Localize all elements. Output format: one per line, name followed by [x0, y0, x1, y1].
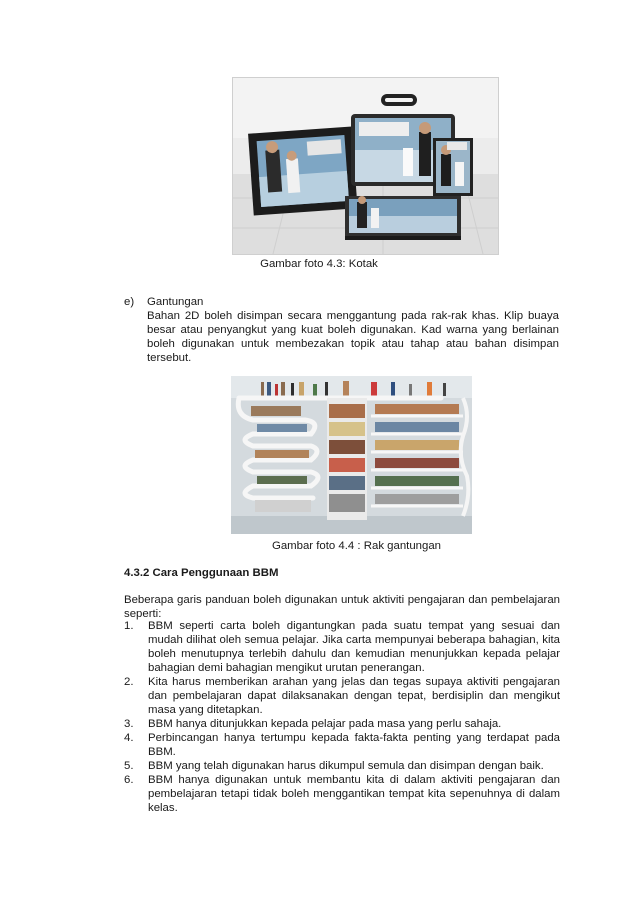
figure-caption-boxes: Gambar foto 4.3: Kotak	[260, 258, 378, 270]
list-item-text: Kita harus memberikan arahan yang jelas dan tegas supaya aktiviti pengajaran dan pembelajaran dapat dilaksanakan dengan tepat, berdisiplin dan mengikut masa yang ditetapkan.	[148, 676, 560, 716]
list-item-text: BBM hanya ditunjukkan kepada pelajar pada masa yang perlu sahaja.	[148, 718, 502, 730]
list-item-number: 3.	[124, 718, 134, 730]
intro-paragraph: Beberapa garis panduan boleh digunakan untuk aktiviti pengajaran dan pembelajaran seperti:	[124, 594, 560, 620]
section-heading: 4.3.2 Cara Penggunaan BBM	[124, 567, 279, 579]
photo-shelf-illustration	[231, 376, 472, 534]
guideline-list	[124, 619, 560, 815]
list-item-number: 1.	[124, 620, 134, 632]
photo-hanging-shelf	[231, 376, 472, 534]
paragraph-gantungan: Bahan 2D boleh disimpan secara menggantung pada rak-rak khas. Klip buaya besar atau penyangkut yang kuat boleh digunakan. Kad warna yang berlainan boleh digunakan untuk membezakan topik atau tahap atau bahan disimpan tersebut.	[147, 310, 559, 364]
list-item-text: Perbincangan hanya tertumpu kepada fakta-fakta penting yang terdapat pada BBM.	[148, 732, 560, 758]
list-item-text: BBM hanya digunakan untuk membantu kita di dalam aktiviti pengajaran dan pembelajaran tetapi tidak boleh menggantikan tempat kita sepenuhnya di dalam kelas.	[148, 774, 560, 814]
list-item	[124, 675, 560, 717]
subsection-title-gantungan: Gantungan	[147, 296, 204, 308]
photo-boxes-illustration	[233, 78, 498, 254]
photo-boxes	[232, 77, 499, 255]
list-item	[124, 759, 560, 773]
list-item-text: BBM seperti carta boleh digantungkan pada suatu tempat yang sesuai dan mudah dilihat oleh semua pelajar. Jika carta mempunyai beberapa bahagian, kita boleh menutupnya terlebih dahulu dan kemudian menunjukkan kepada pelajar bahagian demi bahagian mengikut urutan penerangan.	[148, 620, 560, 674]
list-item-text: BBM yang telah digunakan harus dikumpul semula dan disimpan dengan baik.	[148, 760, 544, 772]
list-item-number: 4.	[124, 732, 134, 744]
list-item-number: 2.	[124, 676, 134, 688]
list-item-number: 6.	[124, 774, 134, 786]
list-marker-e: e)	[124, 296, 135, 308]
list-item-number: 5.	[124, 760, 134, 772]
list-item	[124, 717, 560, 731]
figure-caption-shelf: Gambar foto 4.4 : Rak gantungan	[271, 540, 442, 552]
list-item	[124, 773, 560, 815]
list-item	[124, 619, 560, 675]
list-item	[124, 731, 560, 759]
